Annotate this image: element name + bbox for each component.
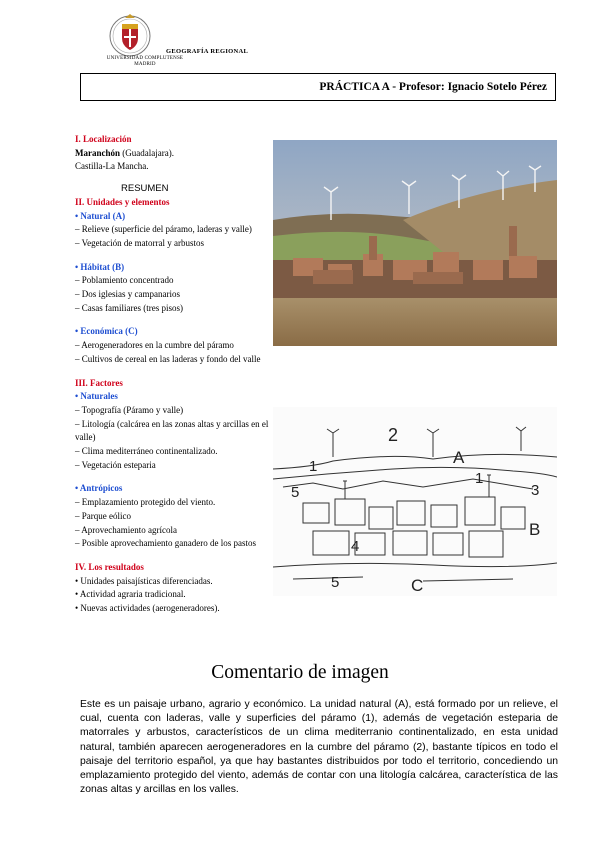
sketch-label-a: A [453, 448, 465, 467]
department-label: GEOGRAFÍA REGIONAL [166, 48, 249, 55]
natural-heading: • Natural (A) [75, 210, 126, 221]
landscape-photo [273, 140, 557, 346]
list-item: – Poblamiento concentrado [75, 275, 174, 286]
sketch-label-1b: 1 [475, 470, 484, 487]
list-item: – Relieve (superficie del páramo, laderas y valle) [75, 224, 252, 235]
list-item: – Emplazamiento protegido del viento. [75, 497, 216, 508]
place-province: (Guadalajara). [120, 147, 174, 158]
resultados-heading: IV. Los resultados [75, 561, 144, 572]
list-item: – Clima mediterráneo continentalizado. [75, 446, 218, 457]
list-item: – Vegetación esteparia [75, 459, 156, 470]
practice-title: PRÁCTICA A - Profesor: Ignacio Sotelo Pérez [319, 81, 547, 93]
resumen-label: RESUMEN [121, 183, 169, 195]
factores-heading: III. Factores [75, 377, 123, 388]
list-item: • Nuevas actividades (aerogeneradores). [75, 603, 220, 614]
sketch-label-5b: 5 [331, 574, 340, 591]
sketch-label-2: 2 [388, 425, 399, 445]
sketch-label-c: C [411, 576, 424, 595]
summary-column [75, 133, 275, 616]
region-line: Castilla-La Mancha. [75, 161, 149, 172]
list-item: – Dos iglesias y campanarios [75, 289, 180, 300]
list-item: • Actividad agraria tradicional. [75, 589, 186, 600]
unidades-heading: II. Unidades y elementos [75, 196, 170, 207]
commentary-title: Comentario de imagen [211, 662, 389, 683]
sketch-label-3: 3 [531, 482, 540, 499]
university-line2: MADRID [134, 62, 156, 67]
university-name [90, 56, 200, 68]
sketch-label-4: 4 [351, 538, 360, 555]
antropicos-heading: • Antrópicos [75, 483, 123, 494]
sketch-label-5a: 5 [291, 484, 300, 501]
title-box [80, 73, 556, 101]
list-item: • Unidades paisajísticas diferenciadas. [75, 575, 213, 586]
naturales-heading: • Naturales [75, 391, 118, 402]
list-item: – Topografía (Páramo y valle) [75, 404, 184, 415]
sketch-label-1a: 1 [309, 458, 318, 475]
place-name: Maranchón [75, 147, 120, 158]
place-line [75, 147, 275, 161]
list-item: – Parque eólico [75, 510, 131, 521]
list-item: – Litología (calcárea en las zonas altas y arcillas en el valle) [75, 418, 269, 443]
list-item: – Aprovechamiento agrícola [75, 524, 177, 535]
habitat-heading: • Hábitat (B) [75, 261, 125, 272]
list-item: – Posible aprovechamiento ganadero de los pastos [75, 538, 256, 549]
list-item: – Cultivos de cereal en las laderas y fondo del valle [75, 353, 261, 364]
list-item: – Aerogeneradores en la cumbre del páramo [75, 340, 234, 351]
list-item: – Vegetación de matorral y arbustos [75, 237, 205, 248]
sketch-label-b: B [529, 520, 541, 539]
economica-heading: • Económica (C) [75, 326, 138, 337]
landscape-sketch [273, 407, 557, 596]
localizacion-heading: I. Localización [75, 134, 132, 144]
list-item: – Casas familiares (tres pisos) [75, 302, 183, 313]
commentary-body: Este es un paisaje urbano, agrario y económico. La unidad natural (A), está formado por un relieve, el cual, cuenta con laderas, valle y superficies del páramo (1), además de vegetación esteparia de matorrales y arbustos, característicos de un clima mediterranio continentalizado, en esta unidad natural, también aparecen aerogeneradores en la cumbre del páramo (2), bastante típicos en todo el paisaje del territorio español, ya que hay bastantes distribuidos por todo el territorio, concediendo un emplazamiento protegido del viento, además de contar con una litología calcárea, característica de las zonas altas y arcillas en los valles. [80, 699, 558, 796]
university-line1: UNIVERSIDAD COMPLUTENSE [106, 56, 184, 61]
